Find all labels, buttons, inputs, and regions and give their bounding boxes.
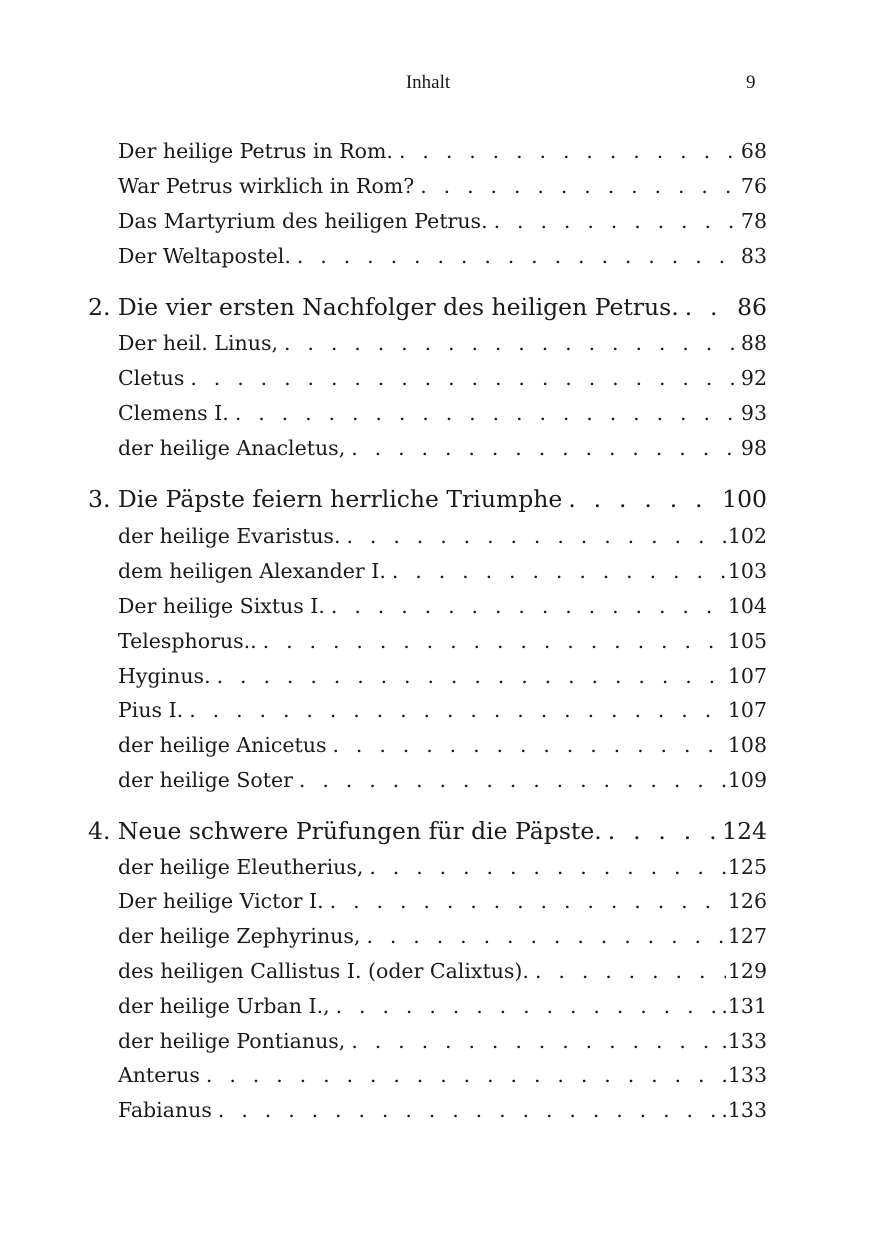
toc-entry-page: .133 [721,1098,767,1122]
toc-entry-title: der heilige Eleutherius, [118,855,364,879]
toc-entry-page: 88 [740,331,767,355]
toc-entry-page: 103 [727,559,767,583]
toc-entry-title: der heilige Pontianus, [118,1029,346,1053]
dot-leader [331,594,726,618]
toc-entry [118,994,767,1024]
toc-entry [118,401,767,431]
toc-entry [118,139,767,169]
dot-leader [332,733,725,757]
toc-entry-title: der heilige Urban I., [118,994,330,1018]
toc-chapter [88,293,767,327]
toc-entry [118,889,767,919]
toc-chapter-title: 4. Neue schwere Prüfungen für die Päpste. [88,817,602,845]
dot-leader [206,1063,719,1087]
toc-entry-title: Telesphorus.. [118,629,257,653]
toc-entry [118,664,767,694]
toc-entry-page: 92 [740,366,767,390]
toc-chapter-page: 124 [722,817,767,845]
toc-entry-page: .133 [721,1029,767,1053]
toc-entry-page: 125 [727,855,767,879]
dot-leader [351,436,739,460]
toc-entry-page: 127 [727,924,767,948]
toc-entry-page: 107 [727,664,767,688]
toc-entry [118,698,767,728]
toc-entry [118,174,767,204]
dot-leader [263,629,726,653]
dot-leader [568,485,720,513]
toc-entry-title: Clemens I. [118,401,229,425]
toc-entry-title: der heilige Anicetus [118,733,327,757]
dot-leader [299,768,726,792]
toc-entry [118,1029,767,1059]
toc-entry-page: 109 [727,768,767,792]
toc-entry-page: 93 [740,401,767,425]
dot-leader [685,293,735,321]
toc-entry [118,733,767,763]
dot-leader [420,174,739,198]
toc-entry-title: der heilige Zephyrinus, [118,924,361,948]
toc-entry-title: Der heilige Petrus in Rom. [118,139,393,163]
dot-leader [297,244,739,268]
toc-entry [118,331,767,361]
toc-entry-title: Das Martyrium des heiligen Petrus. [118,209,488,233]
toc-entry [118,594,767,624]
dot-leader [336,994,720,1018]
dot-leader [494,209,739,233]
toc-entry [118,436,767,466]
dot-leader [189,698,726,722]
toc-entry-title: Pius I. [118,698,184,722]
toc-entry [118,209,767,239]
toc-entry-page: 108 [727,733,767,757]
dot-leader [190,366,739,390]
toc-entry-title: Der heilige Sixtus I. [118,594,325,618]
toc-chapter [88,485,767,519]
toc-entry-page: 126 [727,889,767,913]
toc-chapter-page: 100 [722,485,767,513]
toc-entry-page: 83 [740,244,767,268]
toc-entry-page: .133 [721,1063,767,1087]
toc-entry [118,559,767,589]
toc-entry-title: Der Weltapostel. [118,244,291,268]
toc-entry [118,524,767,554]
toc-chapter-title: 2. Die vier ersten Nachfolger des heiligen Petrus. [88,293,679,321]
toc-entry-title: Hyginus. [118,664,211,688]
dot-leader [218,1098,719,1122]
toc-entry [118,1063,767,1093]
toc-entry [118,629,767,659]
toc-entry [118,959,767,989]
toc-entry [118,855,767,885]
toc-entry-page: 76 [740,174,767,198]
dot-leader [235,401,739,425]
toc-entry [118,1098,767,1128]
dot-leader [392,559,726,583]
dot-leader [330,889,726,913]
toc-chapter-page: 86 [737,293,767,321]
dot-leader [369,855,725,879]
toc-entry-page: .131 [721,994,767,1018]
page-number: 9 [746,72,756,93]
toc-entry-page: 78 [740,209,767,233]
toc-entry-page: 98 [740,436,767,460]
toc-entry-title: Der heil. Linus, [118,331,278,355]
toc-entry [118,924,767,954]
toc-entry-page: 107 [727,698,767,722]
dot-leader [217,664,726,688]
toc-chapter [88,817,767,851]
dot-leader [399,139,739,163]
dot-leader [535,959,726,983]
running-head-title: Inhalt [405,72,451,93]
dot-leader [366,924,725,948]
dot-leader [284,331,739,355]
toc-chapter-title: 3. Die Päpste feiern herrliche Triumphe [88,485,563,513]
dot-leader [608,817,720,845]
toc-entry [118,768,767,798]
toc-entry-page: 102 [727,524,767,548]
toc-entry-title: der heilige Soter [118,768,293,792]
toc-entry [118,244,767,274]
toc-entry [118,366,767,396]
toc-entry-title: Cletus [118,366,185,390]
toc-entry-page: 68 [740,139,767,163]
toc-entry-title: Anterus [118,1063,200,1087]
toc-entry-title: des heiligen Callistus I. (oder Calixtus). [118,959,529,983]
toc-entry-title: Der heilige Victor I. [118,889,324,913]
toc-entry-title: dem heiligen Alexander I. [118,559,386,583]
toc-entry-title: War Petrus wirklich in Rom? [118,174,415,198]
toc-entry-title: Fabianus [118,1098,212,1122]
toc-entry-title: der heilige Anacletus, [118,436,346,460]
toc-entry-page: 104 [727,594,767,618]
toc-entry-page: 105 [727,629,767,653]
dot-leader [351,1029,719,1053]
toc-entry-page: 129 [727,959,767,983]
toc-entry-title: der heilige Evaristus. [118,524,341,548]
dot-leader [346,524,725,548]
